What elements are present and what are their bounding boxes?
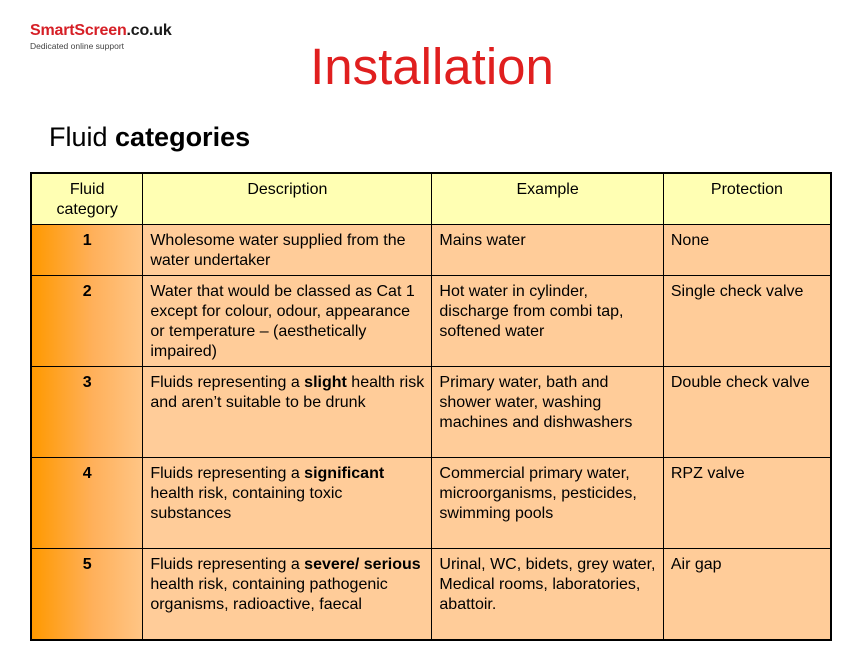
table-row	[31, 549, 831, 640]
description-text: Fluids representing a	[150, 374, 305, 391]
description-emphasis: slight	[304, 374, 347, 391]
protection-cell: Single check valve	[663, 276, 831, 367]
example-cell: Commercial primary water, microorganisms, pesticides, swimming pools	[432, 458, 663, 549]
header-description: Description	[143, 173, 432, 225]
header-fluid-category: Fluid category	[31, 173, 143, 225]
table-row	[31, 276, 831, 367]
description-text: health risk and aren’t suitable to be drunk	[150, 374, 425, 411]
protection-cell: Air gap	[663, 549, 831, 640]
description-cell	[143, 276, 432, 367]
description-emphasis: severe/ serious	[304, 556, 421, 573]
section-subtitle	[49, 120, 250, 154]
logo-tagline: Dedicated online support	[30, 41, 125, 51]
protection-cell: None	[663, 225, 831, 276]
category-cell: 3	[31, 367, 143, 458]
example-cell: Urinal, WC, bidets, grey water, Medical rooms, laboratories, abattoir.	[432, 549, 663, 640]
page-title: Installation	[310, 38, 554, 95]
description-text: Water that would be classed as Cat 1 except for colour, odour, appearance or temperature – (aesthetically impaired)	[150, 283, 415, 360]
description-text: Wholesome water supplied from the water undertaker	[150, 232, 406, 269]
category-cell: 5	[31, 549, 143, 640]
category-cell: 4	[31, 458, 143, 549]
example-cell: Hot water in cylinder, discharge from combi tap, softened water	[432, 276, 663, 367]
example-cell: Mains water	[432, 225, 663, 276]
description-text: Fluids representing a	[150, 556, 305, 573]
description-text: Fluids representing a	[150, 465, 305, 482]
description-cell	[143, 225, 432, 276]
table-header-row	[31, 173, 831, 225]
category-cell: 1	[31, 225, 143, 276]
protection-cell: Double check valve	[663, 367, 831, 458]
table-row	[31, 458, 831, 549]
logo-brand: SmartScreen	[30, 22, 127, 39]
fluid-categories-table	[30, 172, 832, 641]
subtitle-normal: Fluid	[49, 122, 116, 152]
table-row	[31, 225, 831, 276]
table-row	[31, 367, 831, 458]
description-emphasis: significant	[304, 465, 385, 482]
description-text: health risk, containing pathogenic organisms, radioactive, faecal	[150, 576, 388, 613]
table-body	[31, 225, 831, 640]
protection-cell: RPZ valve	[663, 458, 831, 549]
header-example: Example	[432, 173, 663, 225]
description-text: health risk, containing toxic substances	[150, 485, 343, 522]
logo-tld: .co.uk	[126, 22, 172, 39]
description-cell	[143, 458, 432, 549]
description-cell	[143, 367, 432, 458]
description-cell	[143, 549, 432, 640]
subtitle-bold: categories	[115, 122, 251, 152]
example-cell: Primary water, bath and shower water, washing machines and dishwashers	[432, 367, 663, 458]
header-protection: Protection	[663, 173, 831, 225]
category-cell: 2	[31, 276, 143, 367]
